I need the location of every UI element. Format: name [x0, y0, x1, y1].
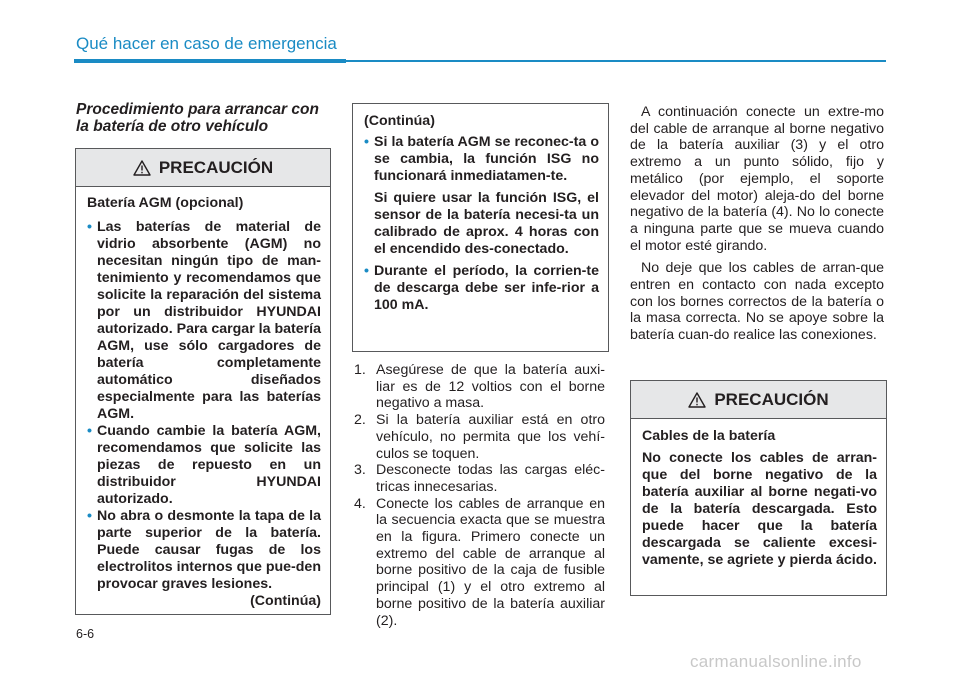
step-number: 3. [354, 462, 366, 479]
list-item [87, 508, 321, 593]
bullet-dot: • [87, 219, 92, 235]
step-text: Conecte los cables de arranque en la secuencia exacta que se muestra en la figura. Primero conecte un extremo del cable de arranque al borne positivo de la caja de fusible principal (1) y el otro extremo al borne positivo de la batería auxiliar (2). [376, 495, 605, 629]
procedure-title: Procedimiento para arrancar con la batería de otro vehículo [76, 101, 319, 135]
caution-subtitle: Batería AGM (opcional) [87, 195, 244, 211]
list-item [354, 412, 605, 462]
warning-triangle-icon [688, 392, 706, 408]
bullet-dot: • [364, 263, 369, 279]
caution-bullet-text: Las baterías de material de vidrio absorbente (AGM) no necesitan ningún tipo de man-tenimiento y recomendamos que solicite la reparación del sistema por un distribuidor HYUNDAI autorizado. Para cargar la batería AGM, use sólo cargadores de batería completamente automático diseñados especialmente para las baterías AGM. [97, 219, 321, 422]
caution-box-cables [630, 380, 887, 596]
step-number: 2. [354, 412, 366, 429]
continued-heading: (Continúa) [364, 113, 435, 129]
step-text: Si la batería auxiliar está en otro vehículo, no permita que los vehí-culos se toquen. [376, 412, 605, 462]
warning-triangle-icon [133, 160, 151, 176]
paragraph: No deje que los cables de arran-que entren en contacto con nada excepto con los bornes correctos de la batería o la masa correcta. No se apoye sobre la batería cuan-do realice las conexiones. [630, 260, 884, 344]
procedure-steps [354, 362, 605, 629]
caution-subtitle: Cables de la batería [642, 428, 776, 444]
bullet-dot: • [364, 134, 369, 150]
continued-bullet-text: Si la batería AGM se reconec-ta o se cambia, la función ISG no funcionará inmediatamen-te. [374, 134, 599, 184]
caution-box-continued [352, 103, 609, 352]
list-item [87, 219, 321, 423]
step-number: 1. [354, 362, 366, 378]
bullet-dot: • [87, 508, 92, 524]
list-item [354, 462, 605, 495]
watermark: carmanualsonline.info [690, 652, 862, 671]
caution-bullet-text: Cuando cambie la batería AGM, recomendamos que solicite las piezas de repuesto en un distribuidor HYUNDAI autorizado. [97, 423, 321, 507]
continues-label: (Continúa) [250, 593, 321, 609]
caution-box-agm [75, 148, 331, 615]
list-item [364, 134, 599, 258]
step-text: Asegúrese de que la batería auxi-liar es de 12 voltios con el borne negativo a masa. [376, 362, 605, 412]
list-item [354, 362, 605, 412]
right-column-text [630, 104, 884, 344]
continued-bullet-text: Durante el período, la corrien-te de descarga debe ser infe-rior a 100 mA. [374, 263, 599, 313]
header-rule-thin [346, 60, 886, 62]
list-item [354, 496, 605, 630]
paragraph: A continuación conecte un extre-mo del cable de arranque al borne negativo de la batería auxiliar (3) y el otro extremo a un punto sólido, fijo y metálico (por ejemplo, el soporte elevador del motor) aleja-do del borne negativo de la batería (4). No lo conecte a ninguna parte que se mueva cuando el motor esté girando. [630, 104, 884, 254]
section-header-title: Qué hacer en caso de emergencia [76, 34, 337, 53]
caution-heading: PRECAUCIÓN [714, 389, 829, 409]
caution-header [76, 149, 330, 187]
list-item [87, 423, 321, 508]
list-item [364, 263, 599, 314]
bullet-dot: • [87, 423, 92, 439]
header-rule-thick [74, 59, 346, 63]
caution-body: No conecte los cables de arran-que del borne negativo de la batería auxiliar al borne negati-vo de la batería descargada. Esto puede hacer que la batería descargada se caliente excesi-vamente, se agriete y pierda ácido. [642, 450, 877, 568]
caution-header [631, 381, 886, 419]
step-text: Desconecte todas las cargas eléc-tricas innecesarias. [376, 462, 605, 495]
caution-heading: PRECAUCIÓN [158, 157, 274, 177]
page-number: 6-6 [76, 627, 95, 641]
step-number: 4. [354, 495, 366, 512]
continued-bullet-text-extra: Si quiere usar la función ISG, el sensor de la batería necesi-ta un calibrado de aprox. 4 horas con el encendido des-conectado. [374, 190, 599, 257]
caution-bullet-text: No abra o desmonte la tapa de la parte superior de la batería. Puede causar fugas de los electrolitos internos que pue-den provocar graves lesiones. [97, 508, 321, 592]
